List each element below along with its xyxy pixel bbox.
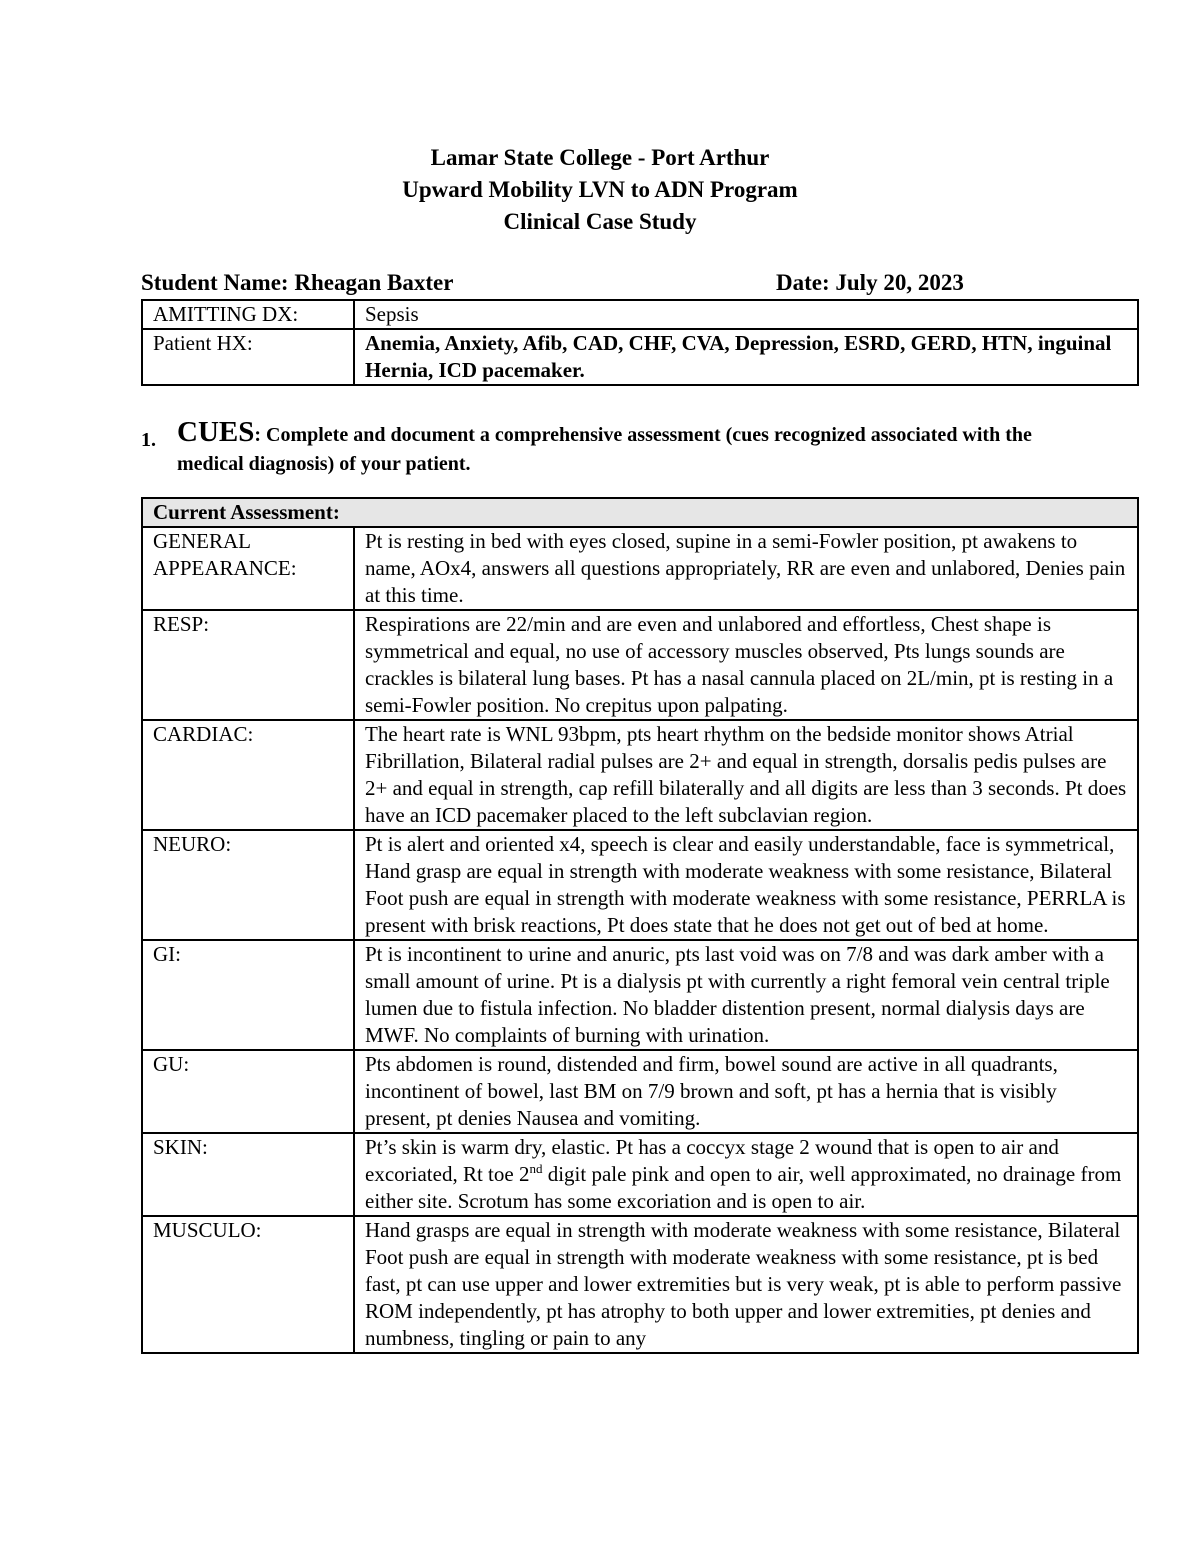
table-row: [142, 1050, 1138, 1133]
row-value: Pt is incontinent to urine and anuric, pts last void was on 7/8 and was dark amber with a small amount of urine. Pt is a dialysis pt with currently a right femoral vein central triple lumen due to fistula infection. No bladder distention present, normal dialysis days are MWF. No complaints of burning with urination.: [354, 940, 1138, 1050]
row-value: Respirations are 22/min and are even and unlabored and effortless, Chest shape is symmetrical and equal, no use of accessory muscles observed, Pts lungs sounds are crackles is bilateral lung bases. Pt has a nasal cannula placed on 2L/min, pt is resting in a semi-Fowler position. No crepitus upon palpating.: [354, 610, 1138, 720]
document-header: [0, 142, 1200, 238]
admitting-dx-value: Sepsis: [354, 300, 1138, 329]
row-value: Hand grasps are equal in strength with moderate weakness with some resistance, Bilateral Foot push are equal in strength with moderate weakness with some resistance, pt is bed fast, pt can use upper and lower extremities but is very weak, pt is able to perform passive ROM independently, pt has atrophy to both upper and lower extremities, pt denies and numbness, tingling or pain to any: [354, 1216, 1138, 1353]
document-date: Date: July 20, 2023: [776, 270, 964, 295]
cues-title: CUES: [177, 416, 255, 448]
table-header-row: [142, 498, 1138, 527]
row-value: The heart rate is WNL 93bpm, pts heart rhythm on the bedside monitor shows Atrial Fibrillation, Bilateral radial pulses are 2+ and equal in strength, dorsalis pedis pulses are 2+ and equal in strength, cap refill bilaterally and all digits are less than 3 seconds. Pt does have an ICD pacemaker placed to the left subclavian region.: [354, 720, 1138, 830]
row-value: Pt is alert and oriented x4, speech is clear and easily understandable, face is symmetrical, Hand grasp are equal in strength with moderate weakness with some resistance, Bilateral Foot push are equal in strength with moderate weakness with some resistance, PERRLA is present with brisk reactions, Pt does state that he does not get out of bed at home.: [354, 830, 1138, 940]
row-label: MUSCULO:: [142, 1216, 354, 1353]
assessment-table: [141, 497, 1139, 1354]
row-label: RESP:: [142, 610, 354, 720]
table-row: [142, 610, 1138, 720]
row-label: GI:: [142, 940, 354, 1050]
table-row: [142, 527, 1138, 610]
table-row: [142, 720, 1138, 830]
program-name: Upward Mobility LVN to ADN Program: [402, 177, 798, 202]
row-label: GU:: [142, 1050, 354, 1133]
section-number: 1.: [141, 429, 156, 451]
cues-instructions: [177, 418, 1037, 479]
patient-info-table: [141, 299, 1139, 386]
row-label: GENERAL APPEARANCE:: [142, 527, 354, 610]
table-row: [142, 1133, 1138, 1216]
table-row: [142, 300, 1138, 329]
table-row: [142, 830, 1138, 940]
row-label: NEURO:: [142, 830, 354, 940]
ordinal-suffix: nd: [529, 1161, 543, 1176]
patient-hx-value: Anemia, Anxiety, Afib, CAD, CHF, CVA, Depression, ESRD, GERD, HTN, inguinal Hernia, ICD pacemaker.: [354, 329, 1138, 385]
row-value: Pt is resting in bed with eyes closed, supine in a semi-Fowler position, pt awakens to name, AOx4, answers all questions appropriately, RR are even and unlabored, Denies pain at this time.: [354, 527, 1138, 610]
patient-hx-label: Patient HX:: [142, 329, 354, 385]
document-title: Clinical Case Study: [503, 209, 697, 234]
admitting-dx-label: AMITTING DX:: [142, 300, 354, 329]
table-row: [142, 329, 1138, 385]
cues-text: : Complete and document a comprehensive assessment (cues recognized associated with the medical diagnosis) of your patient.: [177, 424, 1032, 475]
student-row: [141, 270, 1139, 300]
row-value: Pts abdomen is round, distended and firm, bowel sound are active in all quadrants, incontinent of bowel, last BM on 7/9 brown and soft, pt has a hernia that is visibly present, pt denies Nausea and vomiting.: [354, 1050, 1138, 1133]
row-value: [354, 1133, 1138, 1216]
row-label: CARDIAC:: [142, 720, 354, 830]
college-name: Lamar State College - Port Arthur: [430, 145, 770, 170]
skin-text-part1: Pt’s skin is warm dry, elastic. Pt has a coccyx stage 2 wound that is open to air and excoriated, Rt toe 2: [365, 1135, 1059, 1186]
table-row: [142, 940, 1138, 1050]
student-name: Student Name: Rheagan Baxter: [141, 270, 454, 295]
skin-text-part2: digit pale pink and open to air, well approximated, no drainage from either site. Scrotum has some excoriation and is open to air.: [365, 1162, 1122, 1213]
row-label: SKIN:: [142, 1133, 354, 1216]
assessment-header: Current Assessment:: [142, 498, 1138, 527]
table-row: [142, 1216, 1138, 1353]
